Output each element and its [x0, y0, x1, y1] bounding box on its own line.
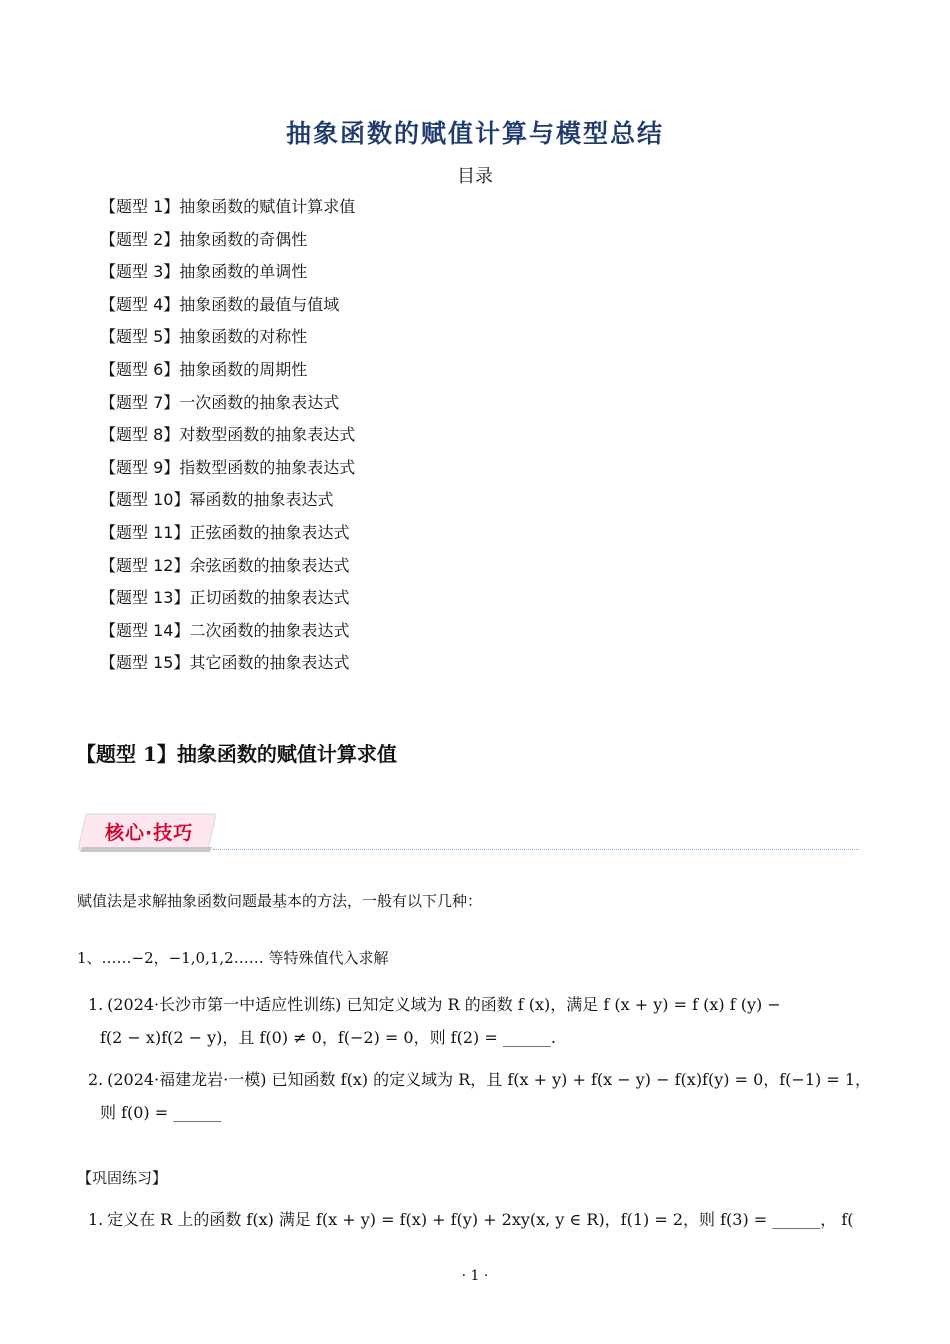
practice-number: 1.: [88, 1210, 104, 1229]
toc-item[interactable]: 【题型 2】抽象函数的奇偶性: [100, 229, 308, 249]
toc-item[interactable]: 【题型 14】二次函数的抽象表达式: [100, 620, 350, 640]
section-heading: 【题型 1】抽象函数的赋值计算求值: [76, 742, 397, 766]
problem-text-line2: f(2 − x)f(2 − y)，且 f(0) ≠ 0，f(−2) = 0，则 f(2) = ______.: [100, 1028, 556, 1047]
banner-label: 核心·技巧: [105, 822, 194, 844]
practice-item: [88, 1203, 878, 1236]
problem-number: 1.: [88, 995, 104, 1014]
document-title: 抽象函数的赋值计算与模型总结: [285, 119, 664, 148]
core-tips-banner: [78, 811, 860, 855]
toc-item[interactable]: 【题型 1】抽象函数的赋值计算求值: [100, 197, 356, 216]
table-of-contents: [100, 194, 355, 683]
toc-item[interactable]: 【题型 6】抽象函数的周期性: [100, 359, 308, 379]
toc-item[interactable]: 【题型 5】抽象函数的对称性: [100, 327, 308, 347]
practice-text: 定义在 R 上的函数 f(x) 满足 f(x + y) = f(x) + f(y) + 2xy(x, y ∈ R)，f(1) = 2，则 f(3) = ______， f(: [107, 1210, 854, 1229]
intro-paragraph: 赋值法是求解抽象函数问题最基本的方法，一般有以下几种：: [77, 892, 483, 910]
page-number: · 1 ·: [461, 1268, 489, 1284]
toc-item[interactable]: 【题型 13】正切函数的抽象表达式: [100, 588, 350, 608]
toc-item[interactable]: 【题型 4】抽象函数的最值与值域: [100, 294, 340, 314]
toc-item[interactable]: 【题型 8】对数型函数的抽象表达式: [100, 425, 356, 445]
toc-item[interactable]: 【题型 12】余弦函数的抽象表达式: [100, 555, 350, 575]
problem-number: 2.: [88, 1070, 104, 1089]
problem-text-line1: (2024·福建龙岩·一模) 已知函数 f(x) 的定义域为 R，且 f(x + y) + f(x − y) − f(x)f(y) = 0，f(−1) = 1，: [107, 1070, 872, 1089]
toc-heading: 目录: [457, 166, 493, 187]
method-item: 1、……−2，−1,0,1,2…… 等特殊值代入求解: [77, 949, 389, 967]
practice-heading: 【巩固练习】: [77, 1169, 168, 1187]
banner-divider: [213, 849, 859, 850]
problem-text-line1: (2024·长沙市第一中适应性训练) 已知定义域为 R 的函数 f (x)，满足 f (x + y) = f (x) f (y) −: [107, 995, 781, 1014]
problem-text-line2: 则 f(0) = ______: [100, 1103, 222, 1122]
toc-item[interactable]: 【题型 9】指数型函数的抽象表达式: [100, 457, 356, 477]
problem-item: [88, 1063, 878, 1129]
toc-item[interactable]: 【题型 3】抽象函数的单调性: [100, 262, 308, 282]
toc-item[interactable]: 【题型 7】一次函数的抽象表达式: [100, 392, 340, 412]
toc-item[interactable]: 【题型 10】幂函数的抽象表达式: [100, 490, 334, 510]
toc-item[interactable]: 【题型 15】其它函数的抽象表达式: [100, 653, 350, 673]
problem-item: [88, 988, 878, 1054]
toc-item[interactable]: 【题型 11】正弦函数的抽象表达式: [100, 522, 350, 542]
